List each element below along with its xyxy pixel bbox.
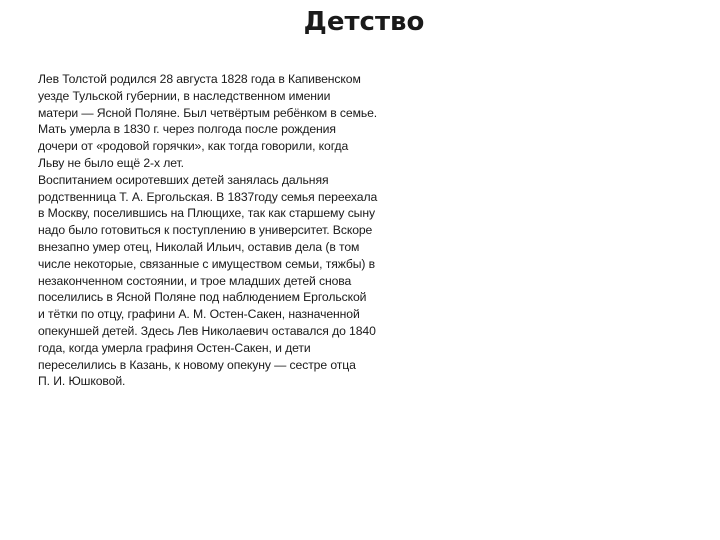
paragraph-2: [38, 172, 410, 390]
text-line: переселились в Казань, к новому опекуну — сестре отца: [38, 357, 356, 372]
text-line: П. И. Юшковой.: [38, 374, 126, 389]
text-line: и тётки по отцу, графини А. М. Остен-Сакен, назначенной: [38, 307, 360, 322]
text-line: Лев Толстой родился 28 августа 1828 года в Капивенском: [38, 72, 361, 86]
text-line: в Москву, поселившись на Плющихе, так как старшему сыну: [38, 206, 375, 221]
text-line: Льву не было ещё 2-х лет.: [38, 155, 184, 170]
text-line: опекуншей детей. Здесь Лев Николаевич оставался до 1840: [38, 323, 376, 338]
slide-body: [38, 71, 410, 390]
text-line: матери — Ясной Поляне. Был четвёртым ребёнком в семье.: [38, 105, 378, 120]
text-line: числе некоторые, связанные с имуществом семьи, тяжбы) в: [38, 256, 376, 271]
text-line: незаконченном состоянии, и трое младших детей снова: [38, 273, 352, 288]
text-line: Мать умерла в 1830 г. через полгода после рождения: [38, 122, 336, 137]
text-line: уезде Тульской губернии, в наследственном имении: [38, 88, 331, 103]
text-line: дочери от «родовой горячки», как тогда говорили, когда: [38, 139, 349, 154]
text-line: года, когда умерла графиня Остен-Сакен, и дети: [38, 340, 311, 355]
text-line: внезапно умер отец, Николай Ильич, оставив дела (в том: [38, 239, 360, 254]
text-line: поселились в Ясной Поляне под наблюдением Ергольской: [38, 290, 367, 305]
slide-title: Детство: [303, 7, 425, 37]
text-line: Воспитанием осиротевших детей занялась дальняя: [38, 172, 329, 187]
paragraph-1: [38, 71, 410, 172]
text-line: родственница Т. А. Ергольская. В 1837году семья переехала: [38, 189, 378, 204]
text-line: надо было готовиться к поступлению в университет. Вскоре: [38, 223, 373, 238]
